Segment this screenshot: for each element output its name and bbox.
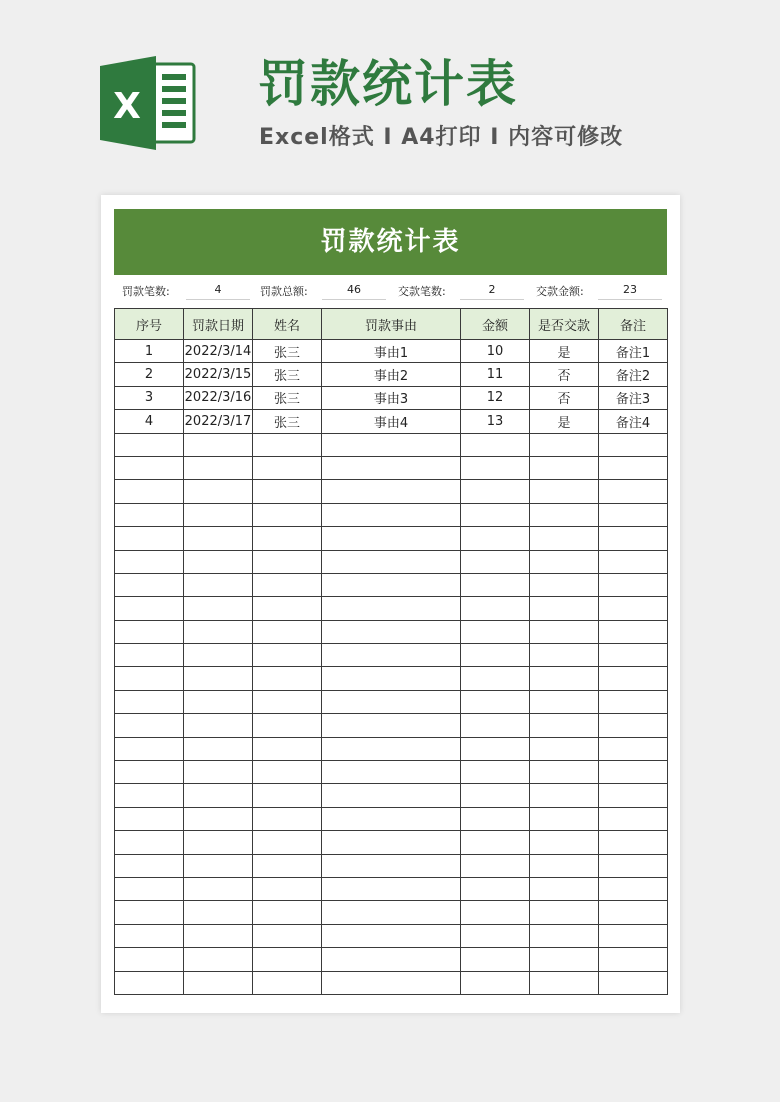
empty-cell[interactable] [115, 971, 184, 994]
summary-label: 罚款笔数: [122, 285, 170, 298]
table-row [115, 410, 668, 433]
table-cell[interactable]: 2022/3/16 [184, 386, 253, 409]
empty-cell[interactable] [322, 456, 461, 479]
empty-cell[interactable] [184, 737, 253, 760]
sheet-title: 罚款统计表 [114, 209, 667, 275]
summary-label: 交款金额: [536, 285, 584, 298]
column-header: 备注 [599, 309, 668, 340]
summary-label: 罚款总额: [260, 285, 308, 298]
empty-cell[interactable] [530, 433, 599, 456]
empty-cell[interactable] [322, 761, 461, 784]
empty-cell[interactable] [322, 924, 461, 947]
empty-cell[interactable] [599, 550, 668, 573]
empty-cell[interactable] [599, 737, 668, 760]
empty-cell[interactable] [253, 433, 322, 456]
empty-cell[interactable] [115, 807, 184, 830]
empty-cell[interactable] [322, 573, 461, 596]
table-cell[interactable]: 张三 [253, 410, 322, 433]
empty-cell[interactable] [322, 644, 461, 667]
empty-cell[interactable] [599, 597, 668, 620]
empty-cell[interactable] [253, 550, 322, 573]
empty-cell[interactable] [530, 644, 599, 667]
empty-cell[interactable] [184, 527, 253, 550]
column-header: 序号 [115, 309, 184, 340]
empty-cell[interactable] [599, 901, 668, 924]
empty-table-row [115, 456, 668, 479]
empty-table-row [115, 948, 668, 971]
empty-cell[interactable] [461, 550, 530, 573]
empty-cell[interactable] [530, 597, 599, 620]
table-cell[interactable]: 3 [115, 386, 184, 409]
empty-cell[interactable] [322, 854, 461, 877]
empty-table-row [115, 620, 668, 643]
empty-cell[interactable] [461, 667, 530, 690]
empty-cell[interactable] [253, 620, 322, 643]
table-cell[interactable]: 是 [530, 340, 599, 363]
empty-cell[interactable] [115, 737, 184, 760]
empty-cell[interactable] [599, 924, 668, 947]
empty-cell[interactable] [461, 784, 530, 807]
empty-cell[interactable] [253, 948, 322, 971]
empty-cell[interactable] [322, 784, 461, 807]
empty-cell[interactable] [115, 924, 184, 947]
empty-cell[interactable] [461, 854, 530, 877]
empty-cell[interactable] [599, 971, 668, 994]
fine-table [114, 308, 668, 995]
empty-cell[interactable] [115, 644, 184, 667]
empty-cell[interactable] [322, 737, 461, 760]
empty-cell[interactable] [530, 831, 599, 854]
empty-cell[interactable] [599, 714, 668, 737]
empty-cell[interactable] [461, 456, 530, 479]
empty-cell[interactable] [184, 667, 253, 690]
empty-cell[interactable] [530, 620, 599, 643]
empty-cell[interactable] [184, 597, 253, 620]
empty-cell[interactable] [184, 503, 253, 526]
empty-cell[interactable] [461, 690, 530, 713]
empty-cell[interactable] [461, 971, 530, 994]
empty-cell[interactable] [253, 737, 322, 760]
empty-cell[interactable] [322, 690, 461, 713]
table-cell[interactable]: 否 [530, 363, 599, 386]
table-cell[interactable]: 否 [530, 386, 599, 409]
table-cell[interactable]: 2022/3/15 [184, 363, 253, 386]
empty-cell[interactable] [461, 527, 530, 550]
empty-cell[interactable] [322, 667, 461, 690]
table-cell[interactable]: 事由4 [322, 410, 461, 433]
empty-cell[interactable] [115, 503, 184, 526]
empty-table-row [115, 714, 668, 737]
empty-cell[interactable] [322, 480, 461, 503]
empty-cell[interactable] [530, 784, 599, 807]
empty-cell[interactable] [461, 877, 530, 900]
empty-table-row [115, 433, 668, 456]
empty-table-row [115, 971, 668, 994]
empty-cell[interactable] [461, 901, 530, 924]
empty-cell[interactable] [115, 667, 184, 690]
empty-cell[interactable] [599, 784, 668, 807]
table-cell[interactable]: 备注1 [599, 340, 668, 363]
empty-cell[interactable] [461, 433, 530, 456]
empty-cell[interactable] [115, 597, 184, 620]
empty-cell[interactable] [599, 480, 668, 503]
summary-label: 交款笔数: [398, 285, 446, 298]
empty-cell[interactable] [184, 831, 253, 854]
empty-cell[interactable] [530, 901, 599, 924]
empty-cell[interactable] [599, 527, 668, 550]
empty-cell[interactable] [184, 433, 253, 456]
empty-cell[interactable] [322, 877, 461, 900]
empty-cell[interactable] [115, 784, 184, 807]
empty-cell[interactable] [184, 714, 253, 737]
empty-cell[interactable] [115, 456, 184, 479]
empty-cell[interactable] [599, 948, 668, 971]
empty-cell[interactable] [184, 948, 253, 971]
empty-table-row [115, 807, 668, 830]
empty-cell[interactable] [461, 620, 530, 643]
empty-table-row [115, 877, 668, 900]
empty-table-row [115, 480, 668, 503]
empty-cell[interactable] [599, 456, 668, 479]
column-header: 是否交款 [530, 309, 599, 340]
empty-cell[interactable] [461, 807, 530, 830]
summary-value[interactable]: 4 [186, 283, 250, 300]
empty-cell[interactable] [530, 877, 599, 900]
empty-cell[interactable] [461, 924, 530, 947]
page-header [0, 0, 780, 190]
sheet-paper [101, 195, 680, 1013]
empty-table-row [115, 761, 668, 784]
empty-cell[interactable] [530, 480, 599, 503]
empty-cell[interactable] [461, 503, 530, 526]
empty-cell[interactable] [253, 503, 322, 526]
table-row [115, 363, 668, 386]
empty-cell[interactable] [461, 597, 530, 620]
empty-cell[interactable] [322, 971, 461, 994]
empty-cell[interactable] [253, 901, 322, 924]
empty-cell[interactable] [253, 527, 322, 550]
empty-cell[interactable] [599, 690, 668, 713]
table-cell[interactable]: 12 [461, 386, 530, 409]
empty-table-row [115, 573, 668, 596]
empty-cell[interactable] [184, 971, 253, 994]
empty-cell[interactable] [322, 620, 461, 643]
empty-cell[interactable] [184, 573, 253, 596]
empty-cell[interactable] [322, 831, 461, 854]
empty-table-row [115, 550, 668, 573]
empty-cell[interactable] [530, 854, 599, 877]
empty-table-row [115, 644, 668, 667]
empty-cell[interactable] [461, 714, 530, 737]
empty-cell[interactable] [322, 948, 461, 971]
empty-cell[interactable] [115, 550, 184, 573]
empty-cell[interactable] [253, 971, 322, 994]
empty-cell[interactable] [530, 714, 599, 737]
empty-cell[interactable] [461, 480, 530, 503]
empty-cell[interactable] [599, 503, 668, 526]
empty-cell[interactable] [184, 550, 253, 573]
empty-cell[interactable] [461, 573, 530, 596]
table-cell[interactable]: 备注3 [599, 386, 668, 409]
empty-cell[interactable] [530, 667, 599, 690]
empty-cell[interactable] [184, 620, 253, 643]
empty-cell[interactable] [184, 480, 253, 503]
empty-table-row [115, 667, 668, 690]
empty-cell[interactable] [322, 807, 461, 830]
table-body [115, 340, 668, 995]
table-cell[interactable]: 10 [461, 340, 530, 363]
empty-cell[interactable] [253, 854, 322, 877]
empty-cell[interactable] [184, 924, 253, 947]
table-cell[interactable]: 是 [530, 410, 599, 433]
empty-cell[interactable] [115, 527, 184, 550]
empty-cell[interactable] [322, 550, 461, 573]
empty-table-row [115, 597, 668, 620]
empty-cell[interactable] [599, 573, 668, 596]
empty-cell[interactable] [530, 948, 599, 971]
empty-cell[interactable] [253, 784, 322, 807]
table-row [115, 386, 668, 409]
empty-cell[interactable] [322, 527, 461, 550]
empty-cell[interactable] [599, 761, 668, 784]
empty-cell[interactable] [115, 877, 184, 900]
empty-cell[interactable] [461, 831, 530, 854]
empty-table-row [115, 690, 668, 713]
table-cell[interactable]: 13 [461, 410, 530, 433]
empty-cell[interactable] [530, 971, 599, 994]
empty-cell[interactable] [253, 831, 322, 854]
empty-cell[interactable] [115, 480, 184, 503]
table-header-row [115, 309, 668, 340]
empty-cell[interactable] [322, 714, 461, 737]
empty-cell[interactable] [115, 831, 184, 854]
empty-cell[interactable] [184, 901, 253, 924]
empty-cell[interactable] [115, 901, 184, 924]
excel-logo-icon [100, 56, 200, 150]
empty-cell[interactable] [461, 644, 530, 667]
table-cell[interactable]: 备注4 [599, 410, 668, 433]
empty-table-row [115, 901, 668, 924]
empty-cell[interactable] [115, 948, 184, 971]
empty-table-row [115, 831, 668, 854]
empty-cell[interactable] [184, 807, 253, 830]
column-header: 罚款日期 [184, 309, 253, 340]
empty-cell[interactable] [184, 784, 253, 807]
empty-cell[interactable] [253, 761, 322, 784]
table-cell[interactable]: 事由1 [322, 340, 461, 363]
table-cell[interactable]: 张三 [253, 386, 322, 409]
empty-cell[interactable] [530, 527, 599, 550]
table-cell[interactable]: 2022/3/17 [184, 410, 253, 433]
empty-cell[interactable] [184, 456, 253, 479]
table-cell[interactable]: 11 [461, 363, 530, 386]
empty-cell[interactable] [530, 761, 599, 784]
empty-table-row [115, 737, 668, 760]
table-cell[interactable]: 张三 [253, 363, 322, 386]
empty-cell[interactable] [253, 644, 322, 667]
empty-cell[interactable] [530, 807, 599, 830]
empty-cell[interactable] [530, 550, 599, 573]
empty-cell[interactable] [599, 433, 668, 456]
table-cell[interactable]: 2022/3/14 [184, 340, 253, 363]
empty-cell[interactable] [253, 924, 322, 947]
summary-value[interactable]: 46 [322, 283, 386, 300]
page-subtitle: Excel格式 I A4打印 I 内容可修改 [259, 125, 624, 150]
empty-table-row [115, 503, 668, 526]
empty-cell[interactable] [322, 901, 461, 924]
empty-cell[interactable] [461, 737, 530, 760]
table-cell[interactable]: 事由3 [322, 386, 461, 409]
empty-cell[interactable] [461, 948, 530, 971]
logo-letter: X [113, 86, 141, 127]
empty-cell[interactable] [253, 480, 322, 503]
empty-cell[interactable] [253, 714, 322, 737]
empty-cell[interactable] [184, 644, 253, 667]
column-header: 姓名 [253, 309, 322, 340]
empty-table-row [115, 924, 668, 947]
empty-cell[interactable] [599, 807, 668, 830]
empty-cell[interactable] [530, 573, 599, 596]
empty-cell[interactable] [115, 620, 184, 643]
empty-cell[interactable] [530, 737, 599, 760]
table-cell[interactable]: 张三 [253, 340, 322, 363]
page-title: 罚款统计表 [258, 55, 518, 113]
empty-cell[interactable] [253, 597, 322, 620]
empty-cell[interactable] [253, 690, 322, 713]
empty-cell[interactable] [184, 877, 253, 900]
empty-cell[interactable] [253, 667, 322, 690]
empty-cell[interactable] [253, 807, 322, 830]
empty-cell[interactable] [530, 924, 599, 947]
column-header: 罚款事由 [322, 309, 461, 340]
empty-cell[interactable] [599, 831, 668, 854]
summary-bar [114, 279, 667, 301]
empty-cell[interactable] [184, 761, 253, 784]
empty-table-row [115, 527, 668, 550]
empty-cell[interactable] [322, 597, 461, 620]
empty-cell[interactable] [184, 690, 253, 713]
empty-cell[interactable] [115, 761, 184, 784]
empty-cell[interactable] [184, 854, 253, 877]
empty-cell[interactable] [599, 667, 668, 690]
empty-cell[interactable] [322, 503, 461, 526]
empty-cell[interactable] [115, 854, 184, 877]
table-cell[interactable]: 事由2 [322, 363, 461, 386]
table-row [115, 340, 668, 363]
empty-cell[interactable] [530, 690, 599, 713]
empty-cell[interactable] [253, 877, 322, 900]
empty-cell[interactable] [115, 573, 184, 596]
table-cell[interactable]: 1 [115, 340, 184, 363]
empty-table-row [115, 854, 668, 877]
column-header: 金额 [461, 309, 530, 340]
empty-cell[interactable] [115, 433, 184, 456]
empty-table-row [115, 784, 668, 807]
summary-value[interactable]: 23 [598, 283, 662, 300]
empty-cell[interactable] [599, 644, 668, 667]
table-cell[interactable]: 备注2 [599, 363, 668, 386]
empty-cell[interactable] [253, 456, 322, 479]
empty-cell[interactable] [530, 456, 599, 479]
empty-cell[interactable] [253, 573, 322, 596]
empty-cell[interactable] [599, 877, 668, 900]
empty-cell[interactable] [530, 503, 599, 526]
empty-cell[interactable] [115, 690, 184, 713]
empty-cell[interactable] [322, 433, 461, 456]
table-cell[interactable]: 2 [115, 363, 184, 386]
table-cell[interactable]: 4 [115, 410, 184, 433]
empty-cell[interactable] [115, 714, 184, 737]
empty-cell[interactable] [599, 854, 668, 877]
summary-value[interactable]: 2 [460, 283, 524, 300]
empty-cell[interactable] [461, 761, 530, 784]
empty-cell[interactable] [599, 620, 668, 643]
